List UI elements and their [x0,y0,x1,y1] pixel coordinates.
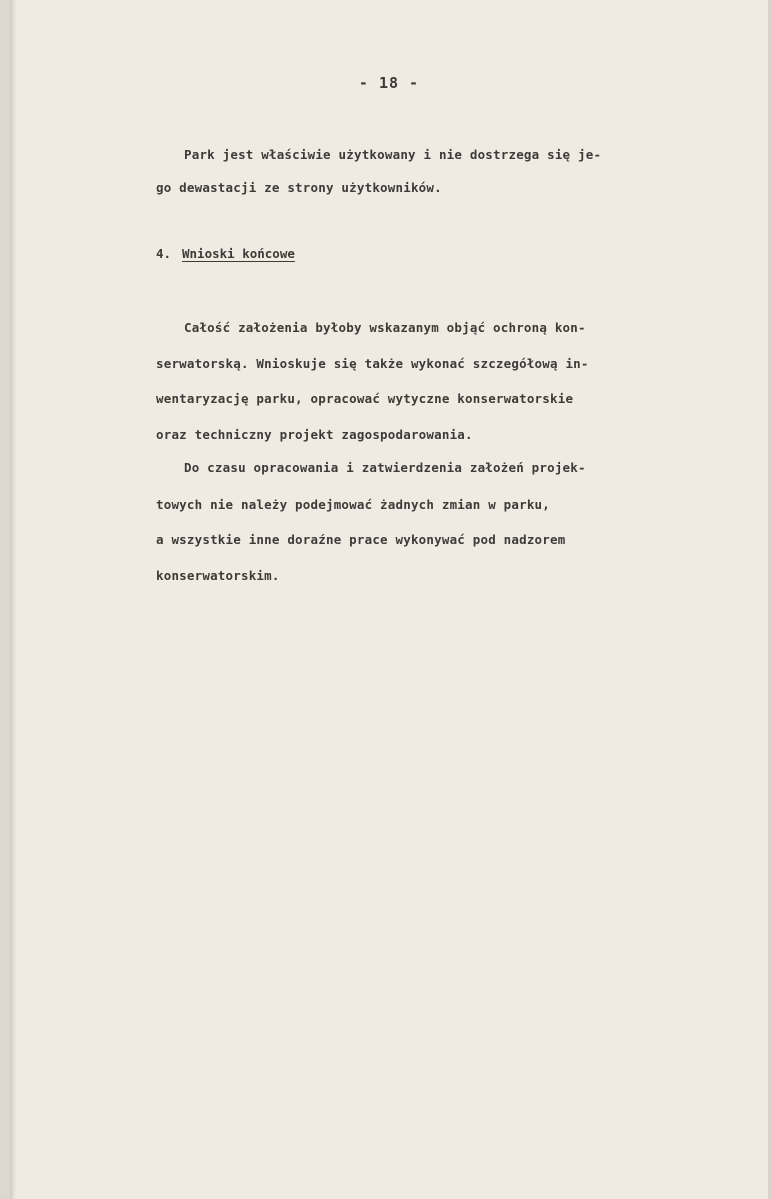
paragraph-3-line-1: Do czasu opracowania i zatwierdzenia założeń projek- [184,460,586,475]
paragraph-3-line-4: konserwatorskim. [156,568,280,583]
paragraph-2-line-3: wentaryzację parku, opracować wytyczne konserwatorskie [156,391,574,406]
paragraph-3-line-2: towych nie należy podejmować żadnych zmian w parku, [156,497,551,512]
page-edge-shadow [10,0,16,1199]
page-number: - 18 - [358,74,420,92]
paragraph-3-line-3: a wszystkie inne doraźne prace wykonywać pod nadzorem [156,532,566,547]
paragraph-1-line-2: go dewastacji ze strony użytkowników. [156,180,442,195]
paragraph-2-line-4: oraz techniczny projekt zagospodarowania. [156,427,473,442]
paragraph-2-line-1: Całość założenia byłoby wskazanym objąć ochroną kon- [184,320,586,335]
section-number: 4. [156,246,172,261]
section-title: Wnioski końcowe [182,246,295,261]
paragraph-1-line-1: Park jest właściwie użytkowany i nie dostrzega się je- [184,147,602,162]
paragraph-2-line-2: serwatorską. Wnioskuje się także wykonać szczegółową in- [156,356,589,371]
